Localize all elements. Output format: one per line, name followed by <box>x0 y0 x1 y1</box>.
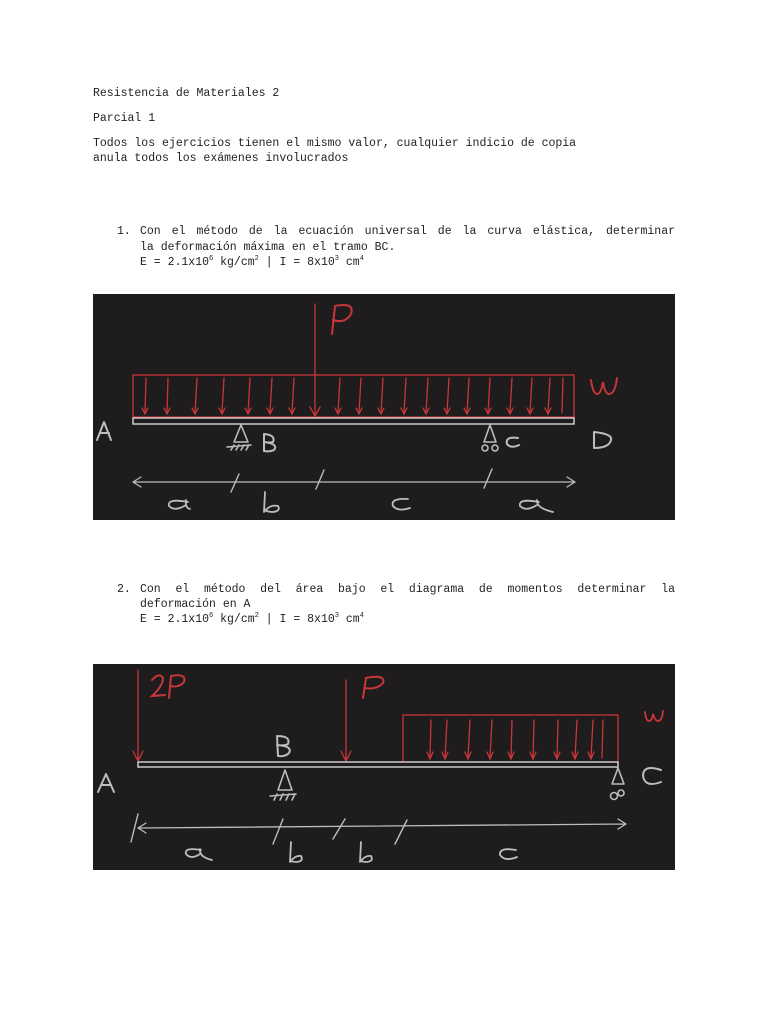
course-title: Resistencia de Materiales 2 <box>93 87 280 100</box>
problem-1-properties: $E = 2.1x10^6$ $kg/cm^2$ | $I = 8x10^3$ $cm^4$ <box>140 255 364 269</box>
roller-support-c-2 <box>612 768 624 784</box>
exam-title: Parcial 1 <box>93 112 156 125</box>
problem-2-properties: $E = 2.1x10^6$ $kg/cm^2$ | $I = 8x10^3$ $cm^4$ <box>140 612 364 626</box>
problem-1-line-2: la deformación máxima en el tramo BC. <box>140 241 396 254</box>
instructions-line-1: Todos los ejercicios tienen el mismo valor, cualquier indicio de copia <box>93 137 577 150</box>
point-load-2p-arrow <box>133 670 143 761</box>
problem-2-number: 2. <box>117 583 131 596</box>
pin-support-b-1 <box>234 425 248 442</box>
problem-2-line-1: Con el método del área bajo el diagrama de momentos determinar la <box>140 583 675 596</box>
pin-support-b-2 <box>278 770 292 790</box>
problem-1-number: 1. <box>117 225 131 238</box>
dimension-line-2 <box>138 819 626 833</box>
beam-2 <box>138 762 618 767</box>
roller-support-c-1 <box>484 425 496 442</box>
instructions-line-2: anula todos los exámenes involucrados <box>93 152 349 165</box>
beam-figure-1 <box>93 294 675 520</box>
beam-figure-2 <box>93 664 675 870</box>
problem-2-line-2: deformación en A <box>140 598 251 611</box>
point-load-p-arrow-2 <box>341 680 351 761</box>
beam-1 <box>133 418 574 424</box>
problem-1-line-1: Con el método de la ecuación universal de la curva elástica, determinar <box>140 225 675 238</box>
dimension-line-1 <box>133 477 575 487</box>
point-load-p-arrow-1 <box>310 304 320 416</box>
